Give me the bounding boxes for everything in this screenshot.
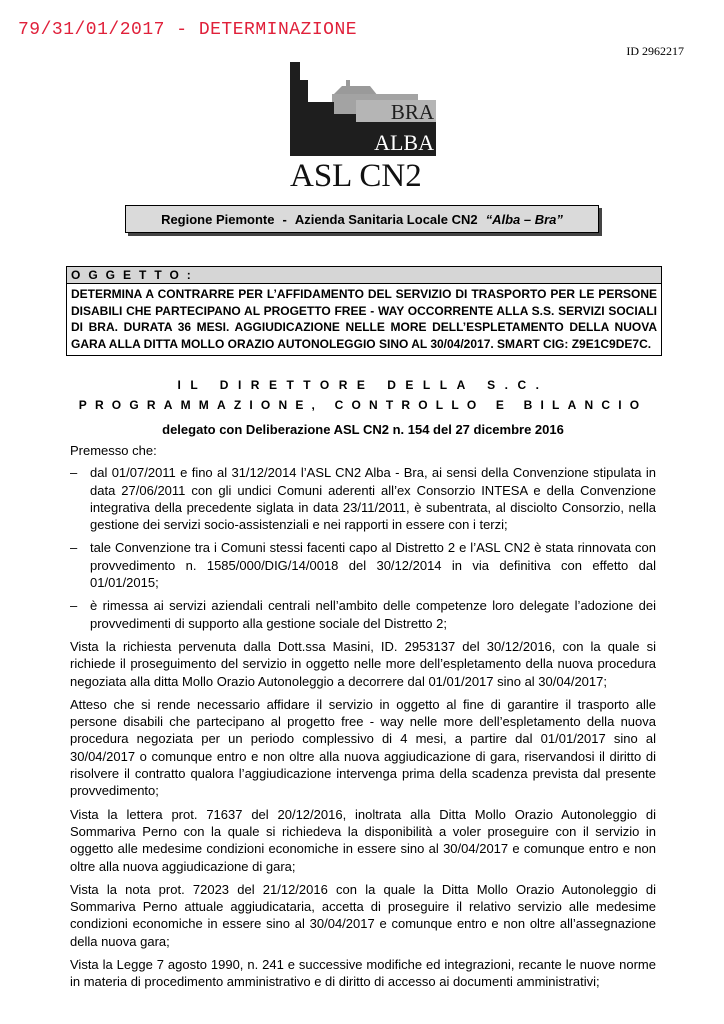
- asl-cn2-logo: [286, 62, 438, 192]
- body-paragraph: Atteso che si rende necessario affidare il servizio in oggetto al fine di garantire il trasporto alle persone disabili che partecipano al progetto free - way nelle more dell’espletamento della nuova procedura negoziata per un periodo complessivo di 4 mesi, a partire dal 01/01/2017 sino al 30/04/2017 o comunque entro e non oltre alla nuova aggiudicazione di gara, riservandosi il diritto di risolvere il contratto qualora l’aggiudicazione intervenga prima della scadenza prevista dal presente provvedimento;: [70, 696, 656, 799]
- premise-item: [70, 597, 656, 632]
- body-paragraph: Vista la lettera prot. 71637 del 20/12/2016, inoltrata alla Ditta Mollo Orazio Autonoleggio di Sommariva Perno con la quale si richiedeva la disponibilità a voler proseguire con il servizio in oggetto alle medesime condizioni economiche in essere sino al 30/04/2017 e comunque entro e non oltre alla nuova aggiudicazione di gara;: [70, 806, 656, 874]
- premise-item: [70, 539, 656, 591]
- body-paragraph: Vista la nota prot. 72023 del 21/12/2016 con la quale la Ditta Mollo Orazio Autonoleggio di Sommariva Perno attuale aggiudicataria, accetta di proseguire il relativo servizio alle medesime condizioni economiche in essere sino al 30/04/2017 e comunque entro e non oltre all’assegnazione della nuova gara;: [70, 881, 656, 949]
- bullet-dash: –: [70, 465, 78, 481]
- region-name: Regione Piemonte: [161, 211, 275, 227]
- premise-item-text: è rimessa ai servizi aziendali centrali nell’ambito delle competenze loro delegate l’adozione dei provvedimenti di supporto alla gestione sociale del Distretto 2;: [90, 598, 656, 631]
- document-body: [70, 442, 656, 997]
- bullet-dash: –: [70, 598, 78, 614]
- subject-box: [66, 266, 662, 356]
- subject-header: OGGETTO:: [67, 267, 661, 284]
- body-paragraph: Vista la richiesta pervenuta dalla Dott.ssa Masini, ID. 2953137 del 30/12/2016, con la quale si richiede il proseguimento del servizio in oggetto nelle more dell’espletamento della nuova procedura negoziata alla ditta Mollo Orazio Autonoleggio a decorrere dal 01/01/2017 sino al 30/04/2017;: [70, 638, 656, 689]
- premise-item-text: tale Convenzione tra i Comuni stessi facenti capo al Distretto 2 e l’ASL CN2 è stata rinnovata con provvedimento n. 1585/000/DIG/14/0018 del 30/12/2014 in via definitiva con effetto dal 01/01/2015;: [90, 540, 656, 591]
- premise-item-text: dal 01/07/2011 e fino al 31/12/2014 l’ASL CN2 Alba - Bra, ai sensi della Convenzione stipulata in data 27/06/2011 con gli undici Comuni aderenti all’ex Consorzio INTESA e della Convenzione integrativa della precedente siglata in data 23/11/2011, è subentrata, al disciolto Consorzio, nella gestione dei servizi socio-assistenziali e nei rapporti in essere con i terzi;: [90, 465, 656, 533]
- premise-heading: Premesso che:: [70, 443, 157, 458]
- logo-asl-text: ASL CN2: [290, 158, 422, 192]
- logo-tower: [290, 62, 308, 156]
- agency-name: Azienda Sanitaria Locale CN2: [294, 211, 478, 227]
- region-banner: [125, 205, 599, 233]
- subject-text: DETERMINA A CONTRARRE PER L’AFFIDAMENTO DEL SERVIZIO DI TRASPORTO PER LE PERSONE DISABILI CHE PARTECIPANO AL PROGETTO FREE - WAY OCCORRENTE ALLA S.S. SERVIZI SOCIALI DI BRA. DURATA 36 MESI. AGGIUDICAZIONE NELLE MORE DELL’ESPLETAMENTO DELLA NUOVA GARA ALLA DITTA MOLLO ORAZIO AUTONOLEGGIO SINO AL 30/04/2017. SMART CIG: Z9E1C9DE7C.: [71, 287, 657, 351]
- logo-alba-text: ALBA: [374, 130, 434, 155]
- logo-bra-text: BRA: [390, 100, 434, 124]
- document-id: ID 2962217: [626, 44, 684, 58]
- director-title: IL DIRETTORE DELLA S.C.: [177, 378, 549, 392]
- bullet-dash: –: [70, 540, 78, 556]
- protocol-stamp: 79/31/01/2017 - DETERMINAZIONE: [18, 20, 358, 40]
- agency-area: “Alba – Bra”: [485, 211, 563, 227]
- premise-item: [70, 464, 656, 533]
- director-department: PROGRAMMAZIONE, CONTROLLO E BILANCIO: [78, 398, 648, 412]
- delegation-line: delegato con Deliberazione ASL CN2 n. 154 del 27 dicembre 2016: [162, 422, 564, 437]
- region-separator: -: [282, 211, 287, 227]
- body-paragraph: Vista la Legge 7 agosto 1990, n. 241 e successive modifiche ed integrazioni, recante le nuove norme in materia di procedimento amministrativo e di diritto di accesso ai documenti amministrativi;: [70, 957, 656, 990]
